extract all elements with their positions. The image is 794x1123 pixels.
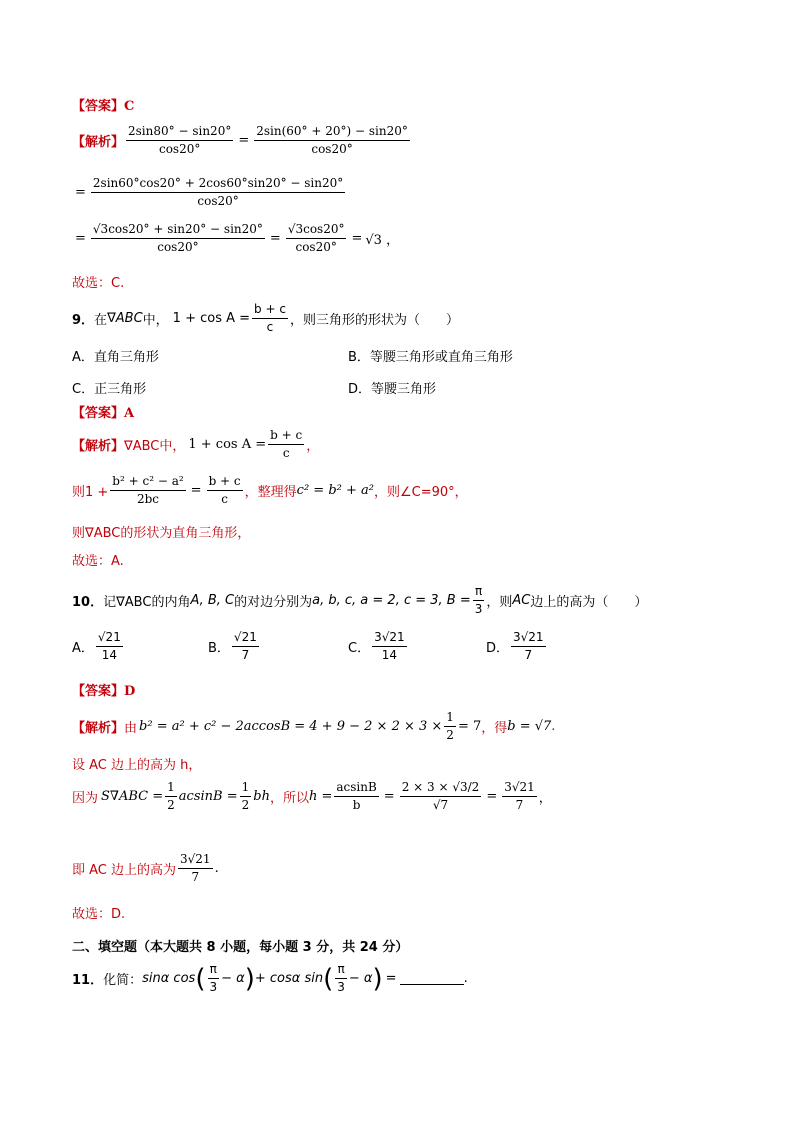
stem-text: 在 bbox=[94, 313, 108, 328]
answer-blank[interactable] bbox=[400, 972, 464, 985]
analysis-tag: 【解析】 bbox=[72, 439, 125, 454]
q9-option-d: D．等腰三角形 bbox=[348, 382, 437, 397]
fraction: $\frac{b + c}{c}$ bbox=[208, 474, 241, 506]
fraction: $\frac{b + c}{c}$ bbox=[270, 428, 303, 460]
section-heading: 二、填空题（本大题共 8 小题，每小题 3 分，共 24 分） bbox=[72, 940, 409, 955]
answer-value: C bbox=[124, 99, 135, 114]
fraction: $\frac{2\sin(60^\circ + 20^\circ) - \sin 20^\circ}{\cos 20^\circ}$ bbox=[256, 124, 408, 156]
q11-stem: 11． 化简： sinα cos ( $\frac{\pi}{3}$ − α ) + cosα sin ( $\frac{\pi}{3}$ − α ) = . bbox=[72, 962, 468, 994]
q8-analysis-step2: = $\frac{2\sin 60^\circ\cos 20^\circ + 2\cos 60^\circ\sin 20^\circ - \sin 20^\circ}{\cos 20^\circ}$ bbox=[75, 176, 344, 208]
question-number: 10． bbox=[72, 595, 104, 610]
fraction: $\frac{√21}{14}$ bbox=[97, 630, 121, 662]
q9-option-b: B．等腰三角形或直角三角形 bbox=[348, 350, 513, 365]
q10-stem: 10． 记∇ABC的内角 A, B, C 的对边分别为 a, b, c, a = 2, c = 3, B = $\frac{\pi}{3}$ ，则 AC 边上的高为（ ） bbox=[72, 584, 648, 616]
q8-analysis-step1: 【解析】 $\frac{2\sin 80^\circ - \sin 20^\circ}{\cos 20^\circ}$ = $\frac{2\sin(60^\circ + 20^\circ) - \sin 20^\circ}{\cos 20^\circ}$ bbox=[72, 124, 408, 156]
q10-option-c: C． $\frac{3√21}{14}$ bbox=[348, 630, 405, 662]
fraction: $\frac{\pi}{3}$ bbox=[474, 584, 483, 616]
fraction: $\frac{3√21}{7}$ bbox=[180, 852, 211, 884]
result: √3 ， bbox=[365, 233, 400, 248]
q9-stem bbox=[72, 302, 459, 335]
condition: 1 + cos A = bbox=[172, 311, 251, 326]
answer-value: A bbox=[124, 406, 135, 421]
analysis-tag: 【解析】 bbox=[72, 721, 125, 736]
q10-analysis-line2: 设 AC 边上的高为 h， bbox=[72, 758, 202, 773]
fraction: $\frac{1}{2}$ bbox=[446, 710, 454, 742]
q9-option-a: A．直角三角形 bbox=[72, 350, 159, 365]
fraction: $\frac{3√21}{7}$ bbox=[504, 780, 535, 812]
answer-tag: 【答案】 bbox=[72, 99, 125, 114]
q9-answer bbox=[72, 402, 134, 421]
fraction: $\frac{2\sin 60^\circ\cos 20^\circ + 2\cos 60^\circ\sin 20^\circ - \sin 20^\circ}{\cos 20^\circ}$ bbox=[92, 176, 344, 208]
q10-option-a: A． $\frac{√21}{14}$ bbox=[72, 630, 121, 662]
fraction: $\frac{2\sin 80^\circ - \sin 20^\circ}{\cos 20^\circ}$ bbox=[128, 124, 232, 156]
fraction: $\frac{acsinB}{b}$ bbox=[336, 780, 377, 812]
q10-option-b: B． $\frac{√21}{7}$ bbox=[208, 630, 257, 662]
q8-choice: 故选：C. bbox=[72, 276, 125, 291]
question-number: 9． bbox=[72, 313, 95, 328]
analysis-text: ∇ABC中， bbox=[124, 439, 186, 454]
analysis-tag: 【解析】 bbox=[72, 135, 125, 150]
fraction: $\frac{\pi}{3}$ bbox=[337, 962, 345, 994]
fraction: $\frac{2 \times 3 \times √3/2}{√7}$ bbox=[401, 780, 480, 812]
triangle-label: ∇ABC bbox=[107, 311, 143, 326]
q10-analysis-line1: 【解析】 由 b² = a² + c² − 2accosB = 4 + 9 − 2 × 2 × 3 × $\frac{1}{2}$ = 7 ，得 b = √7 . bbox=[72, 710, 556, 742]
q8-answer bbox=[72, 95, 134, 114]
fraction: $\frac{\text{b² + c² − a²}}{2bc}$ bbox=[112, 474, 184, 506]
q9-option-c: C．正三角形 bbox=[72, 382, 147, 397]
fraction: $\frac{√21}{7}$ bbox=[233, 630, 257, 662]
question-number: 11． bbox=[72, 973, 104, 988]
fraction: $\frac{√3\cos 20^\circ + \sin 20^\circ - \sin 20^\circ}{\cos 20^\circ}$ bbox=[92, 222, 263, 254]
q10-answer bbox=[72, 680, 135, 699]
fraction: $\frac{1}{2}$ bbox=[241, 780, 250, 812]
fraction: $\frac{√3\cos 20^\circ}{\cos 20^\circ}$ bbox=[287, 222, 345, 254]
answer-tag: 【答案】 bbox=[72, 406, 125, 421]
fraction: $\frac{b + c}{c}$ bbox=[254, 302, 286, 334]
q9-analysis-line1: 【解析】 ∇ABC中， 1 + cos A = $\frac{b + c}{c}$ ， bbox=[72, 428, 320, 460]
fraction: $\frac{1}{2}$ bbox=[167, 780, 175, 812]
stem-text: 中， bbox=[142, 313, 169, 328]
answer-tag: 【答案】 bbox=[72, 684, 125, 699]
q10-option-d: D． $\frac{3√21}{7}$ bbox=[486, 630, 544, 662]
fraction: $\frac{\pi}{3}$ bbox=[209, 962, 218, 994]
q9-analysis-line3: 则∇ABC的形状为直角三角形， bbox=[72, 526, 251, 541]
q10-choice: 故选：D. bbox=[72, 907, 126, 922]
fraction: $\frac{3√21}{7}$ bbox=[513, 630, 544, 662]
q8-analysis-step3: = $\frac{√3\cos 20^\circ + \sin 20^\circ - \sin 20^\circ}{\cos 20^\circ}$ = $\frac{√3\cos 20^\circ}{\cos 20^\circ}$ = √3 ， bbox=[75, 222, 400, 254]
q10-analysis-line3: 因为 S∇ABC = $\frac{1}{2}$ acsinB = $\frac{1}{2}$ bh ，所以 h = $\frac{acsinB}{b}$ = $\frac{2 \times 3 \times √3/2}{√7}$ = $\frac{3√21}{7}$ ， bbox=[72, 780, 552, 812]
stem-text: ，则三角形的形状为（ ） bbox=[289, 313, 459, 328]
q10-analysis-line4: 即 AC 边上的高为 $\frac{3√21}{7}$ . bbox=[72, 852, 219, 884]
fraction: $\frac{3√21}{14}$ bbox=[374, 630, 405, 662]
q9-choice: 故选：A. bbox=[72, 554, 124, 569]
q9-analysis-line2: 则1 + $\frac{\text{b² + c² − a²}}{2bc}$ = $\frac{b + c}{c}$ ，整理得 c² = b² + a² ，则∠C=90°， bbox=[72, 474, 468, 506]
answer-value: D bbox=[124, 684, 136, 699]
